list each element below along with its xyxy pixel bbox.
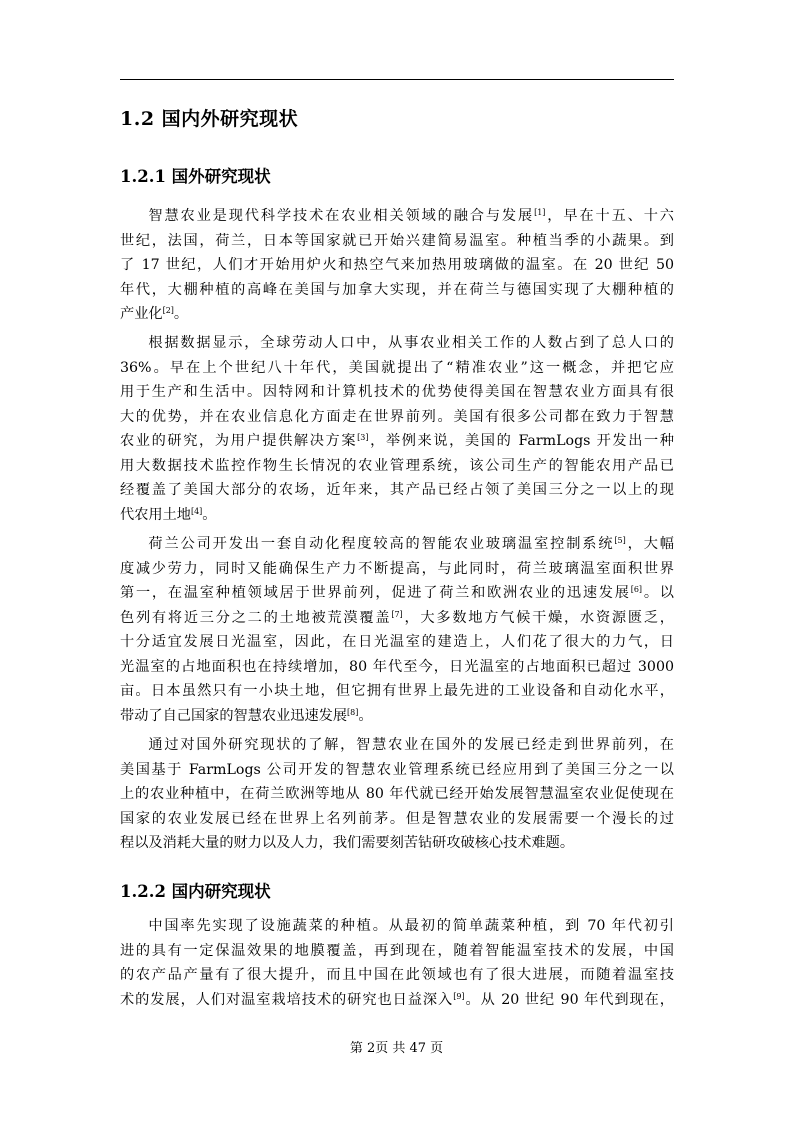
text-line: 中国率先实现了设施蔬菜的种植。从最初的简单蔬菜种植，到 70 年代初引 — [148, 918, 674, 934]
text-line: 智慧农业是现代科学技术在农业相关领域的融合与发展[1]，早在十五、十六 — [148, 208, 674, 224]
subsection-heading-foreign: 1.2.1 国外研究现状 — [120, 167, 271, 186]
text-line: 经覆盖了美国大部分的农场，近年来，其产品已经占领了美国三分之一以上的现 — [120, 482, 674, 498]
citation: [1] — [534, 208, 546, 217]
citation: [7] — [391, 609, 403, 619]
text-line: 36%。早在上个世纪八十年代，美国就提出了“精准农业”这一概念，并把它应 — [120, 359, 674, 376]
text-line: 术的发展，人们对温室栽培技术的研究也日益深入[9]。从 20 世纪 90 年代到现在， — [120, 991, 674, 1008]
text-line: 产业化[2]。 — [120, 306, 189, 322]
citation: [6] — [630, 585, 643, 594]
text-line: 十分适宜发展日光温室，因此，在日光温室的建造上，人们花了很大的力气，日 — [120, 634, 674, 650]
citation: [5] — [614, 536, 626, 545]
text-line: 带动了自己国家的智慧农业迅速发展[8]。 — [120, 707, 373, 724]
text-line: 进的具有一定保温效果的地膜覆盖，再到现在，随着智能温室技术的发展，中国 — [120, 942, 674, 959]
subsection-heading-domestic: 1.2.2 国内研究现状 — [120, 882, 271, 901]
text-line: 荷兰公司开发出一套自动化程度较高的智能农业玻璃温室控制系统[5]，大幅 — [148, 536, 674, 552]
section-heading: 1.2 国内外研究现状 — [120, 108, 299, 130]
paragraph-foreign-4 — [120, 733, 674, 856]
paragraph-foreign-3 — [120, 532, 674, 728]
paragraph-foreign-1 — [120, 204, 674, 327]
text-line: 通过对国外研究现状的了解，智慧农业在国外的发展已经走到世界前列，在 — [148, 737, 674, 753]
text-line: 用大数据技术监控作物生长情况的农业管理系统，该公司生产的智能农用产品已 — [120, 457, 674, 474]
citation: [2] — [162, 306, 174, 315]
page-footer: 第 2页 共 47 页 — [349, 1041, 444, 1056]
text-line: 大的优势，并在农业信息化方面走在世界前列。美国有很多公司都在致力于智慧 — [120, 408, 674, 425]
text-line: 了 17 世纪，人们才开始用炉火和热空气来加热用玻璃做的温室。在 20 世纪 50 — [120, 257, 674, 273]
text-line: 色列有将近三分之二的土地被荒漠覆盖[7]，大多数地方气候干燥，水资源匮乏， — [120, 609, 674, 626]
text-line: 程以及消耗大量的财力以及人力，我们需要刻苦钻研攻破核心技术难题。 — [120, 835, 575, 851]
paragraph-foreign-2 — [120, 331, 674, 527]
paragraph-domestic-1 — [120, 914, 674, 1012]
text-line: 根据数据显示，全球劳动人口中，从事农业相关工作的人数占到了总人口的 — [148, 335, 674, 351]
text-line: 农业的研究，为用户提供解决方案[3]，举例来说，美国的 FarmLogs 开发出一种 — [120, 433, 674, 449]
text-line: 亩。日本虽然只有一小块土地，但它拥有世界上最先进的工业设备和自动化水平， — [120, 683, 674, 699]
header-rule — [120, 79, 674, 80]
text-line: 上的农业种植中，在荷兰欧洲等地从 80 年代就已经开始发展智慧温室农业促使现在 — [120, 786, 674, 802]
text-line: 美国基于 FarmLogs 公司开发的智慧农业管理系统已经应用到了美国三分之一以 — [120, 761, 674, 778]
text-line: 度减少劳力，同时又能确保生产力不断提高，与此同时，荷兰玻璃温室面积世界 — [120, 560, 674, 577]
citation: [3] — [357, 433, 369, 442]
text-line: 的农产品产量有了很大提升，而且中国在此领域也有了很大进展，而随着温室技 — [120, 967, 674, 983]
citation: [4] — [190, 506, 203, 516]
citation: [9] — [453, 991, 465, 1001]
text-line: 第一，在温室种植领域居于世界前列，促进了荷兰和欧洲农业的迅速发展[6]。以 — [120, 585, 674, 601]
text-line: 代农用土地[4]。 — [120, 506, 217, 523]
text-line: 用于生产和生活中。因特网和计算机技术的优势使得美国在智慧农业方面具有很 — [120, 384, 674, 400]
text-line: 国家的农业发展已经在世界上名列前茅。但是智慧农业的发展需要一个漫长的过 — [120, 810, 674, 827]
text-line: 光温室的占地面积也在持续增加，80 年代至今，日光温室的占地面积已超过 3000 — [120, 658, 674, 675]
text-line: 世纪，法国，荷兰，日本等国家就已开始兴建简易温室。种植当季的小蔬果。到 — [120, 232, 674, 249]
text-line: 年代，大棚种植的高峰在美国与加拿大实现，并在荷兰与德国实现了大棚种植的 — [120, 281, 674, 298]
citation: [8] — [347, 707, 359, 717]
